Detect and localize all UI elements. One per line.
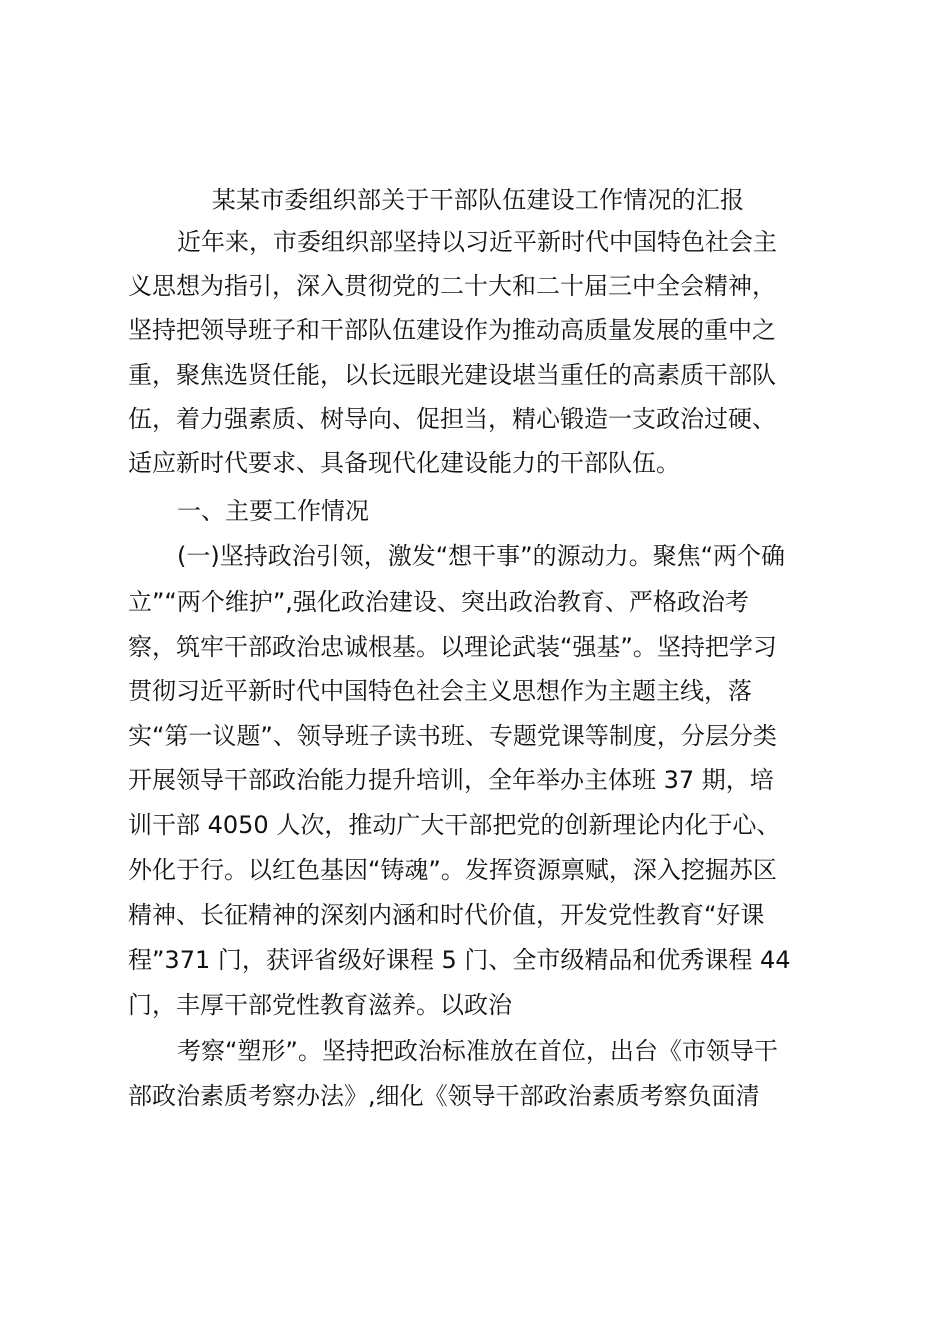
paragraph-line: 训干部 4050 人次，推动广大干部把党的创新理论内化于心、: [128, 811, 781, 839]
paragraph-line: 重，聚焦选贤任能，以长远眼光建设堪当重任的高素质干部队: [128, 361, 776, 389]
paragraph-line: 程”371 门，获评省级好课程 5 门、全市级精品和优秀课程 44: [128, 946, 791, 974]
section-heading: 一、主要工作情况: [177, 497, 369, 525]
paragraph-line: 部政治素质考察办法》,细化《领导干部政治素质考察负面清: [128, 1082, 760, 1110]
paragraph-line: 近年来，市委组织部坚持以习近平新时代中国特色社会主: [177, 228, 777, 256]
paragraph-line: 察，筑牢干部政治忠诚根基。以理论武装“强基”。坚持把学习: [128, 633, 777, 661]
paragraph-line: 门，丰厚干部党性教育滋养。以政治: [128, 991, 512, 1019]
paragraph-line: 坚持把领导班子和干部队伍建设作为推动高质量发展的重中之: [128, 316, 776, 344]
paragraph-line: 立”“两个维护”,强化政治建设、突出政治教育、严格政治考: [128, 588, 749, 616]
paragraph-line: 伍，着力强素质、树导向、促担当，精心锻造一支政治过硬、: [128, 405, 776, 433]
document-title: 某某市委组织部关于干部队伍建设工作情况的汇报: [211, 186, 745, 214]
paragraph-line: 考察“塑形”。坚持把政治标准放在首位，出台《市领导干: [177, 1037, 778, 1065]
paragraph-line: 外化于行。以红色基因“铸魂”。发挥资源禀赋，深入挖掘苏区: [128, 856, 777, 884]
paragraph-line: 实“第一议题”、领导班子读书班、专题党课等制度，分层分类: [128, 722, 777, 750]
paragraph-line: 义思想为指引，深入贯彻党的二十大和二十届三中全会精神，: [128, 272, 776, 300]
paragraph-line: 精神、长征精神的深刻内涵和时代价值，开发党性教育“好课: [128, 901, 765, 929]
paragraph-line: (一)坚持政治引领，激发“想干事”的源动力。聚焦“两个确: [177, 542, 786, 570]
paragraph-line: 适应新时代要求、具备现代化建设能力的干部队伍。: [128, 449, 680, 477]
paragraph-line: 贯彻习近平新时代中国特色社会主义思想作为主题主线，落: [128, 677, 752, 705]
paragraph-line: 开展领导干部政治能力提升培训，全年举办主体班 37 期，培: [128, 766, 774, 794]
